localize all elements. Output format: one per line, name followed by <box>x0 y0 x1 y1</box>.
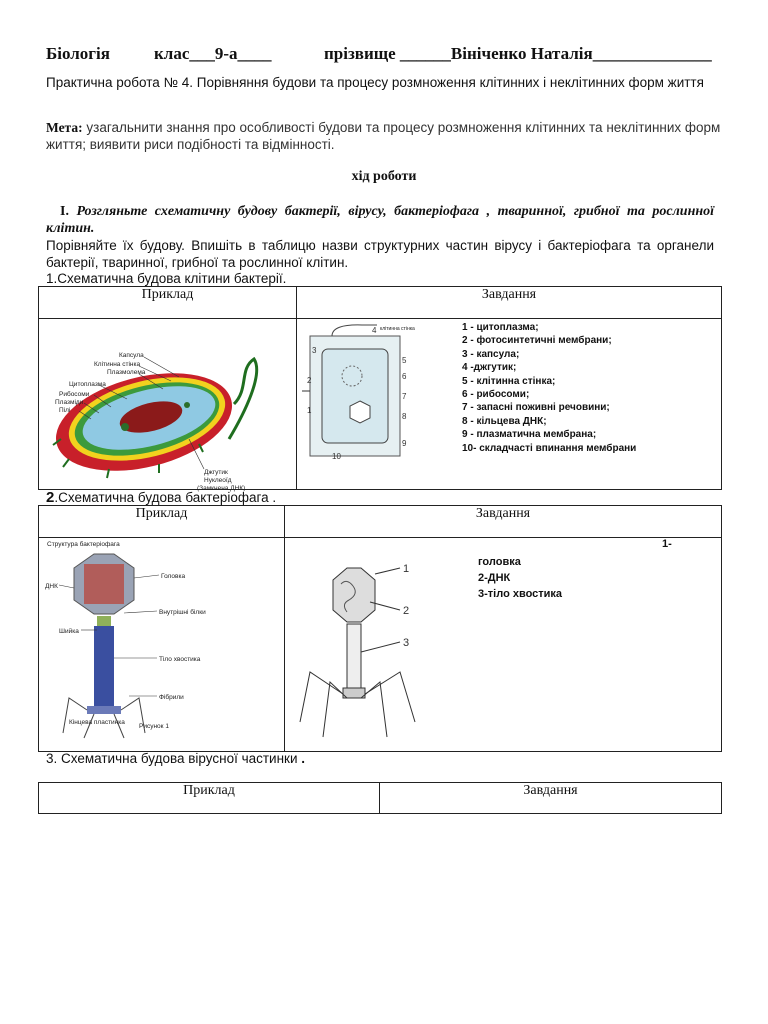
answer1-item: 6 - рибосоми; <box>462 389 530 401</box>
answer1-item: 10- складчасті впинання мембрани <box>462 442 637 454</box>
phage-table <box>38 505 722 752</box>
task1-text: Порівняйте їх будову. Впишіть в таблицю назви структурних частин вірусу і бактеріофага та органели бактерії, тваринної, грибної та рослинної клітин. <box>46 238 714 270</box>
surname-field: прізвище ______Вініченко Наталія______________ <box>324 44 712 63</box>
svg-text:7: 7 <box>402 392 407 401</box>
answer1-item: 7 - запасні поживні речовини; <box>462 402 610 414</box>
class-field: клас___9-а____ <box>154 44 272 63</box>
section3-title-text: 3. Схематична будова вірусної частинки <box>46 751 298 766</box>
ex2-label-3: Шийка <box>59 628 79 635</box>
ex1-label-9: (Замкнена ДНК) <box>197 485 246 492</box>
section1-title: 1.Схематична будова клітини бактерії. <box>46 271 287 286</box>
answer1-item: 4 -джгутик; <box>462 362 517 374</box>
ex1-label-6: Пілі <box>59 407 71 414</box>
svg-text:2: 2 <box>307 376 312 385</box>
section2-title-text: .Схематична будова бактеріофага . <box>54 490 277 505</box>
goal-text: узагальнити знання про особливості будови та процесу розмноження клітинних та неклітинних форм життя; виявити риси подібності та відмінності. <box>46 120 721 152</box>
answer2-item: 1- <box>662 538 672 550</box>
svg-text:5: 5 <box>402 356 407 365</box>
svg-text:3: 3 <box>403 637 410 649</box>
table1-header-task: Завдання <box>297 287 722 319</box>
bacteria-table <box>38 286 722 490</box>
ex1-label-1: Клітинна стінка <box>94 361 141 368</box>
svg-text:1: 1 <box>403 563 410 575</box>
task1-small-label: клітинна стінка <box>380 326 415 332</box>
svg-text:1: 1 <box>307 406 312 415</box>
svg-text:9: 9 <box>402 439 407 448</box>
answer1-item: 9 - плазматична мембрана; <box>462 429 597 441</box>
table2-header-example: Приклад <box>39 506 285 538</box>
section3-dot: . <box>301 751 306 766</box>
virus-table <box>38 782 722 814</box>
table1-header-example: Приклад <box>39 287 297 319</box>
ex2-label-6: Кінцева пластинка <box>69 719 125 726</box>
task1-number: І. <box>60 204 69 219</box>
table2-answers <box>478 554 562 602</box>
ex1-label-3: Цитоплазма <box>69 381 106 388</box>
answer2-item: головка <box>478 556 521 568</box>
ex2-label-1: ДНК <box>45 583 58 590</box>
phage-example-diagram <box>39 538 283 746</box>
answer1-item: 3 - капсула; <box>462 348 520 360</box>
bacterium-body <box>46 357 257 488</box>
task1-title <box>46 203 714 237</box>
table1-example-cell <box>39 319 297 490</box>
task1-title-text: Розгляньте схематичну будову бактерії, вірусу, бактеріофага , тваринної, грибної та рослинної клітин. <box>46 204 715 236</box>
ex1-label-0: Капсула <box>119 352 144 359</box>
table1-task-cell <box>297 319 722 490</box>
ex2-label-5: Фібрили <box>159 694 184 701</box>
section2-number: 2 <box>46 489 55 506</box>
ex2-label-7: Рисунок 1 <box>139 723 169 730</box>
ex1-label-2: Плазмолема <box>107 369 146 376</box>
table1-answers <box>462 321 636 455</box>
ex1-label-8: Нуклеоїд <box>204 477 232 484</box>
ex1-label-4: Рибосоми <box>59 391 90 398</box>
table3-header-task: Завдання <box>380 783 722 814</box>
svg-text:6: 6 <box>402 372 407 381</box>
ex2-label-2: Внутрішні білки <box>159 609 206 616</box>
svg-text:2: 2 <box>403 605 410 617</box>
answer1-item: 2 - фотосинтетичні мембрани; <box>462 335 612 347</box>
work-title: Практична робота № 4. Порівняння будови та процесу розмноження клітинних і неклітинних форм життя <box>46 75 704 90</box>
section3-title <box>46 750 305 767</box>
bacterium-diagram <box>39 319 295 492</box>
table2-task-cell <box>285 538 722 752</box>
answer2-item: 2-ДНК <box>478 572 511 584</box>
answer1-item: 5 - клітинна стінка; <box>462 375 556 387</box>
ex1-label-5: Плазміди <box>55 399 84 406</box>
progress-heading: хід роботи <box>351 169 417 184</box>
table2-header-task: Завдання <box>285 506 722 538</box>
answer1-item: 8 - кільцева ДНК; <box>462 415 547 427</box>
goal-label: Мета: <box>46 120 83 135</box>
answer1-item: 1 - цитоплазма; <box>462 322 539 333</box>
svg-text:3: 3 <box>312 346 317 355</box>
svg-text:4: 4 <box>372 326 377 335</box>
ex2-label-0: Головка <box>161 573 186 580</box>
subject-label: Біологія <box>46 44 110 63</box>
section2-title <box>46 489 276 506</box>
bacterium-task-diagram <box>302 321 432 461</box>
ex1-label-7: Джгутик <box>204 469 228 476</box>
svg-text:10: 10 <box>332 452 341 461</box>
phage-task-diagram <box>295 552 475 742</box>
table2-example-cell <box>39 538 285 752</box>
svg-text:8: 8 <box>402 412 407 421</box>
ex2-label-4: Тіло хвостика <box>159 656 201 663</box>
ex2-title: Структура бактеріофага <box>47 541 120 548</box>
answer2-item: 3-тіло хвостика <box>478 588 563 600</box>
goal-paragraph <box>46 119 722 153</box>
table3-header-example: Приклад <box>39 783 380 814</box>
